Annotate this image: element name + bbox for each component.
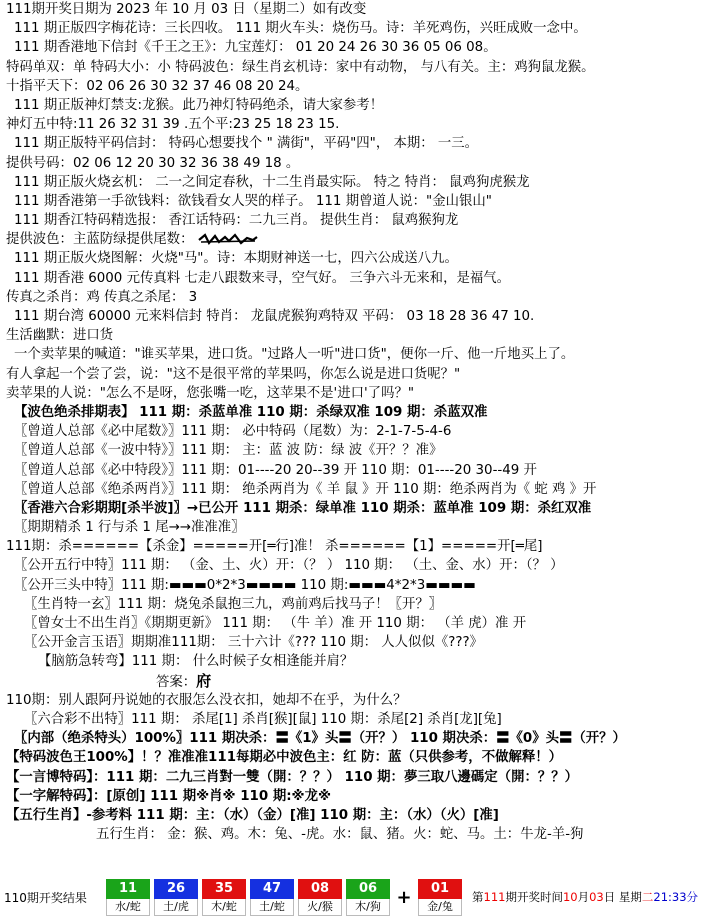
plus-sign: + [396,886,412,908]
result-bar [0,877,725,917]
result-ball [346,879,390,915]
zengdao-tail: 〖曾道人总部《必中尾数》〗111 期： 必中特码（尾数）为：2-1-7-5-4-6 [14,424,452,440]
no-special-line: 〖六合彩不出特〗111 期： 杀尾[1] 杀肖[猴][鼠] 110 期：杀尾[2] 杀肖[龙][兔] [24,711,502,727]
three-head-line: 〖公开三头中特〗111 期:▬▬▬0*2*3▬▬▬▬ 110 期:▬▬▬4*2*3▬▬▬▬ [14,577,476,593]
zodiac-mystery-line: 〖生肖特一玄〗111 期：烧兔杀鼠抱三九，鸡前鸡后找马子！〖开？〗 [24,596,443,612]
one-word-line: 【一言博特码】：111 期：二九三肖對一雙（開：？？） 110 期：夢三取八邊碼定（開：？？） [6,769,579,785]
humor-title: 生活幽默：进口货 [6,328,114,344]
taiwan-envelope-line: 111 期台湾 60000 元来料信封 特肖： 龙鼠虎猴狗鸡特双 平码： 03 18 28 36 47 10. [14,309,535,324]
fire-mystery-line: 111 期正版火烧玄机： 二一之间定春秋，十二生肖最实际。 特之 特肖： 鼠鸡狗虎猴龙 [14,174,530,190]
one-char-line: 【一字解特码】：[原创] 111 期※肖※ 110 期:※龙※ [6,788,331,804]
riddle-line: 【脑筋急转弯】111 期： 什么时候子女相逢能并肩？ [38,654,354,670]
result-ball-number: 11 [106,879,150,899]
zengdao-segment: 〖曾道人总部《必中特段》〗111 期：01----20 20--39 开 110 期：01----20 30--49 开 [14,462,537,478]
five-element-zodiac-line: 【五行生肖】-参考料 111 期：主：（水）（金）[准] 110 期：主：（水）（火）[准] [6,807,499,823]
result-ball-number: 47 [250,879,294,899]
inner-kill-line: 〖内部（绝杀特头）100%〗111 期决杀：〓《1》头〓（开？） 110 期决杀：〓《0》头〓（开？） [14,731,626,747]
result-ball-zodiac: 土/虎 [154,899,198,916]
result-ball [298,879,342,915]
zengdao-kill-two: 〖曾道人总部《绝杀两肖》〗111 期： 绝杀两肖为《 羊 鼠 》开 110 期：绝杀两肖为《 蛇 鸡 》开 [14,481,597,497]
next-weekday: 二 [641,890,654,904]
next-draw-time [472,889,698,905]
fire-diagram-line: 111 期正版火烧图解：火烧"马"。诗：本期财神送一七，四六公成送八九。 [14,251,458,267]
next-day: 03 [589,890,604,904]
flat-code-envelope: 111 期正版特平码信封： 特码心想要找个 " 满街"，平码"四"， 本期： 一三。 [14,136,479,152]
special-ball [418,879,462,915]
fax-kill-line: 传真之杀肖：鸡 传真之杀尾： 3 [6,289,198,305]
result-ball [250,879,294,915]
next-day-unit: 日 星期 [603,890,642,904]
wave-color-line [6,230,720,249]
golden-words-line: 〖公开金言玉语〗期期准111期： 三十六计《??? 110 期： 人人似似《???》 [24,635,483,651]
riddle-110-line: 110期：别人跟阿丹说她的衣服怎么没衣扣，她却不在乎，为什么？ [6,692,407,708]
next-month-unit: 月 [577,890,590,904]
xiangjiang-line: 111 期香江特码精选报： 香江话特码：二九三肖。 提供生肖： 鼠鸡猴狗龙 [14,213,459,229]
humor-line-1: 一个卖苹果的喊道："谁买苹果，进口货。"过路人一听"进口货"，便你一斤、他一斤地买上了。 [14,347,575,363]
result-ball [106,879,150,915]
result-ball-number: 06 [346,879,390,899]
next-prefix: 第 [472,890,484,904]
document-body [6,0,720,844]
plum-poem-line: 111 期正版四字梅花诗：三长四收。 111 期火车头：烧伤马。诗：羊死鸡伤，兴旺成败一念中。 [14,21,587,37]
five-element-line: 〖公开五行中特〗111 期： （金、土、火）开：（？ ） 110 期： （土、金、水）开：（？ ） [14,558,564,574]
special-ball-number: 01 [418,879,462,899]
result-balls [106,879,394,915]
answer-label: 答案： [156,674,197,690]
result-ball-zodiac: 木/蛇 [202,899,246,916]
next-month: 10 [562,890,578,904]
precise-kill-header: 〖期期精杀 1 行与杀 1 尾→→准准准〗 [14,520,245,536]
result-ball-zodiac: 火/猴 [298,899,342,916]
zengdao-wave: 〖曾道人总部《一波中特》〗111 期： 主：蓝 波 防：绿 波《开？？准》 [14,443,443,459]
hk-half-wave-line: 〖香港六合彩期期[杀半波]〗→已公开 111 期杀：绿单准 110 期杀：蓝单准 109 期：杀红双准 [14,500,592,516]
result-ball-number: 35 [202,879,246,899]
result-ball-zodiac: 木/狗 [346,899,390,916]
answer-glyph: 府 [196,671,212,690]
hk-fax-line: 111 期香港 6000 元传真料 七走八跟数来寻，空气好。 三争六斗无来和，是福气。 [14,270,511,286]
provided-numbers: 提供号码：02 06 12 20 30 32 36 38 49 18 。 [6,155,300,171]
special-ball-zodiac: 金/兔 [418,899,462,916]
ms-zeng-line: 〖曾女士不出生肖〗《期期更新》 111 期： （牛 羊）准 开 110 期： （羊 虎）准 开 [24,616,527,631]
result-ball [154,879,198,915]
scribbled-handwriting [197,232,259,246]
next-time: 21:33分 [653,890,699,904]
wave-color-text: 提供波色：主蓝防绿提供尾数： [6,232,194,248]
result-ball-number: 26 [154,879,198,899]
five-element-zodiac-list: 五行生肖： 金：猴、鸡。木：兔、-虎。水：鼠、猪。火：蛇、马。土：牛龙-羊-狗 [96,827,584,843]
result-bar-label: 110期开奖结果 [4,890,87,905]
result-ball-zodiac: 土/蛇 [250,899,294,916]
wave-kill-table: 【波色绝杀排期表】 111 期：杀蓝单准 110 期：杀绿双准 109 期：杀蓝双准 [14,404,488,420]
wave-king-line: 【特码波色王100%】！？准准准111每期必中波色主：红 防：蓝（只供参考，不做解释！） [6,750,563,766]
next-mid: 期开奖时间 [505,890,563,904]
humor-line-3: 卖苹果的人说："怎么不是呀，您张嘴一吃，这苹果不是'进口'了吗？" [6,385,415,401]
magic-lamp-numbers: 神灯五中特:11 26 32 31 39 .五个平:23 25 18 23 15. [6,117,340,133]
hk-envelope-line: 111 期香港地下信封《千王之王》：九宝莲灯： 01 20 24 26 30 36 05 06 08。 [14,40,497,56]
answer-line [6,672,720,691]
ten-fingers-line: 十指平天下：02 06 26 30 32 37 46 08 20 24。 [6,78,309,94]
result-ball-zodiac: 水/蛇 [106,899,150,916]
odd-even-line: 特码单双：单 特码大小：小 特码波色：绿生肖玄机诗：家中有动物， 与八有关。主：鸡狗鼠龙猴。 [6,59,595,75]
humor-line-2: 有人拿起一个尝了尝，说："这不是很平常的苹果吗，你怎么说是进口货呢？" [6,366,461,382]
draw-date-line: 111期开奖日期为 2023 年 10 月 03 日（星期二）如有改变 [6,2,367,17]
next-issue: 111 [483,890,506,904]
hk-first-hand-line: 111 期香港第一手欲钱料：欲钱看女人哭的样子。 111 期曾道人说："金山银山" [14,193,492,209]
result-ball-number: 08 [298,879,342,899]
kill-gold-line: 111期：杀======【杀金】=====开[═行]准！ 杀======【1】=====开[═尾] [6,539,543,555]
result-ball [202,879,246,915]
magic-lamp-line: 111 期正版神灯禁支:龙猴。此乃神灯特码绝杀，请大家参考！ [14,97,384,113]
